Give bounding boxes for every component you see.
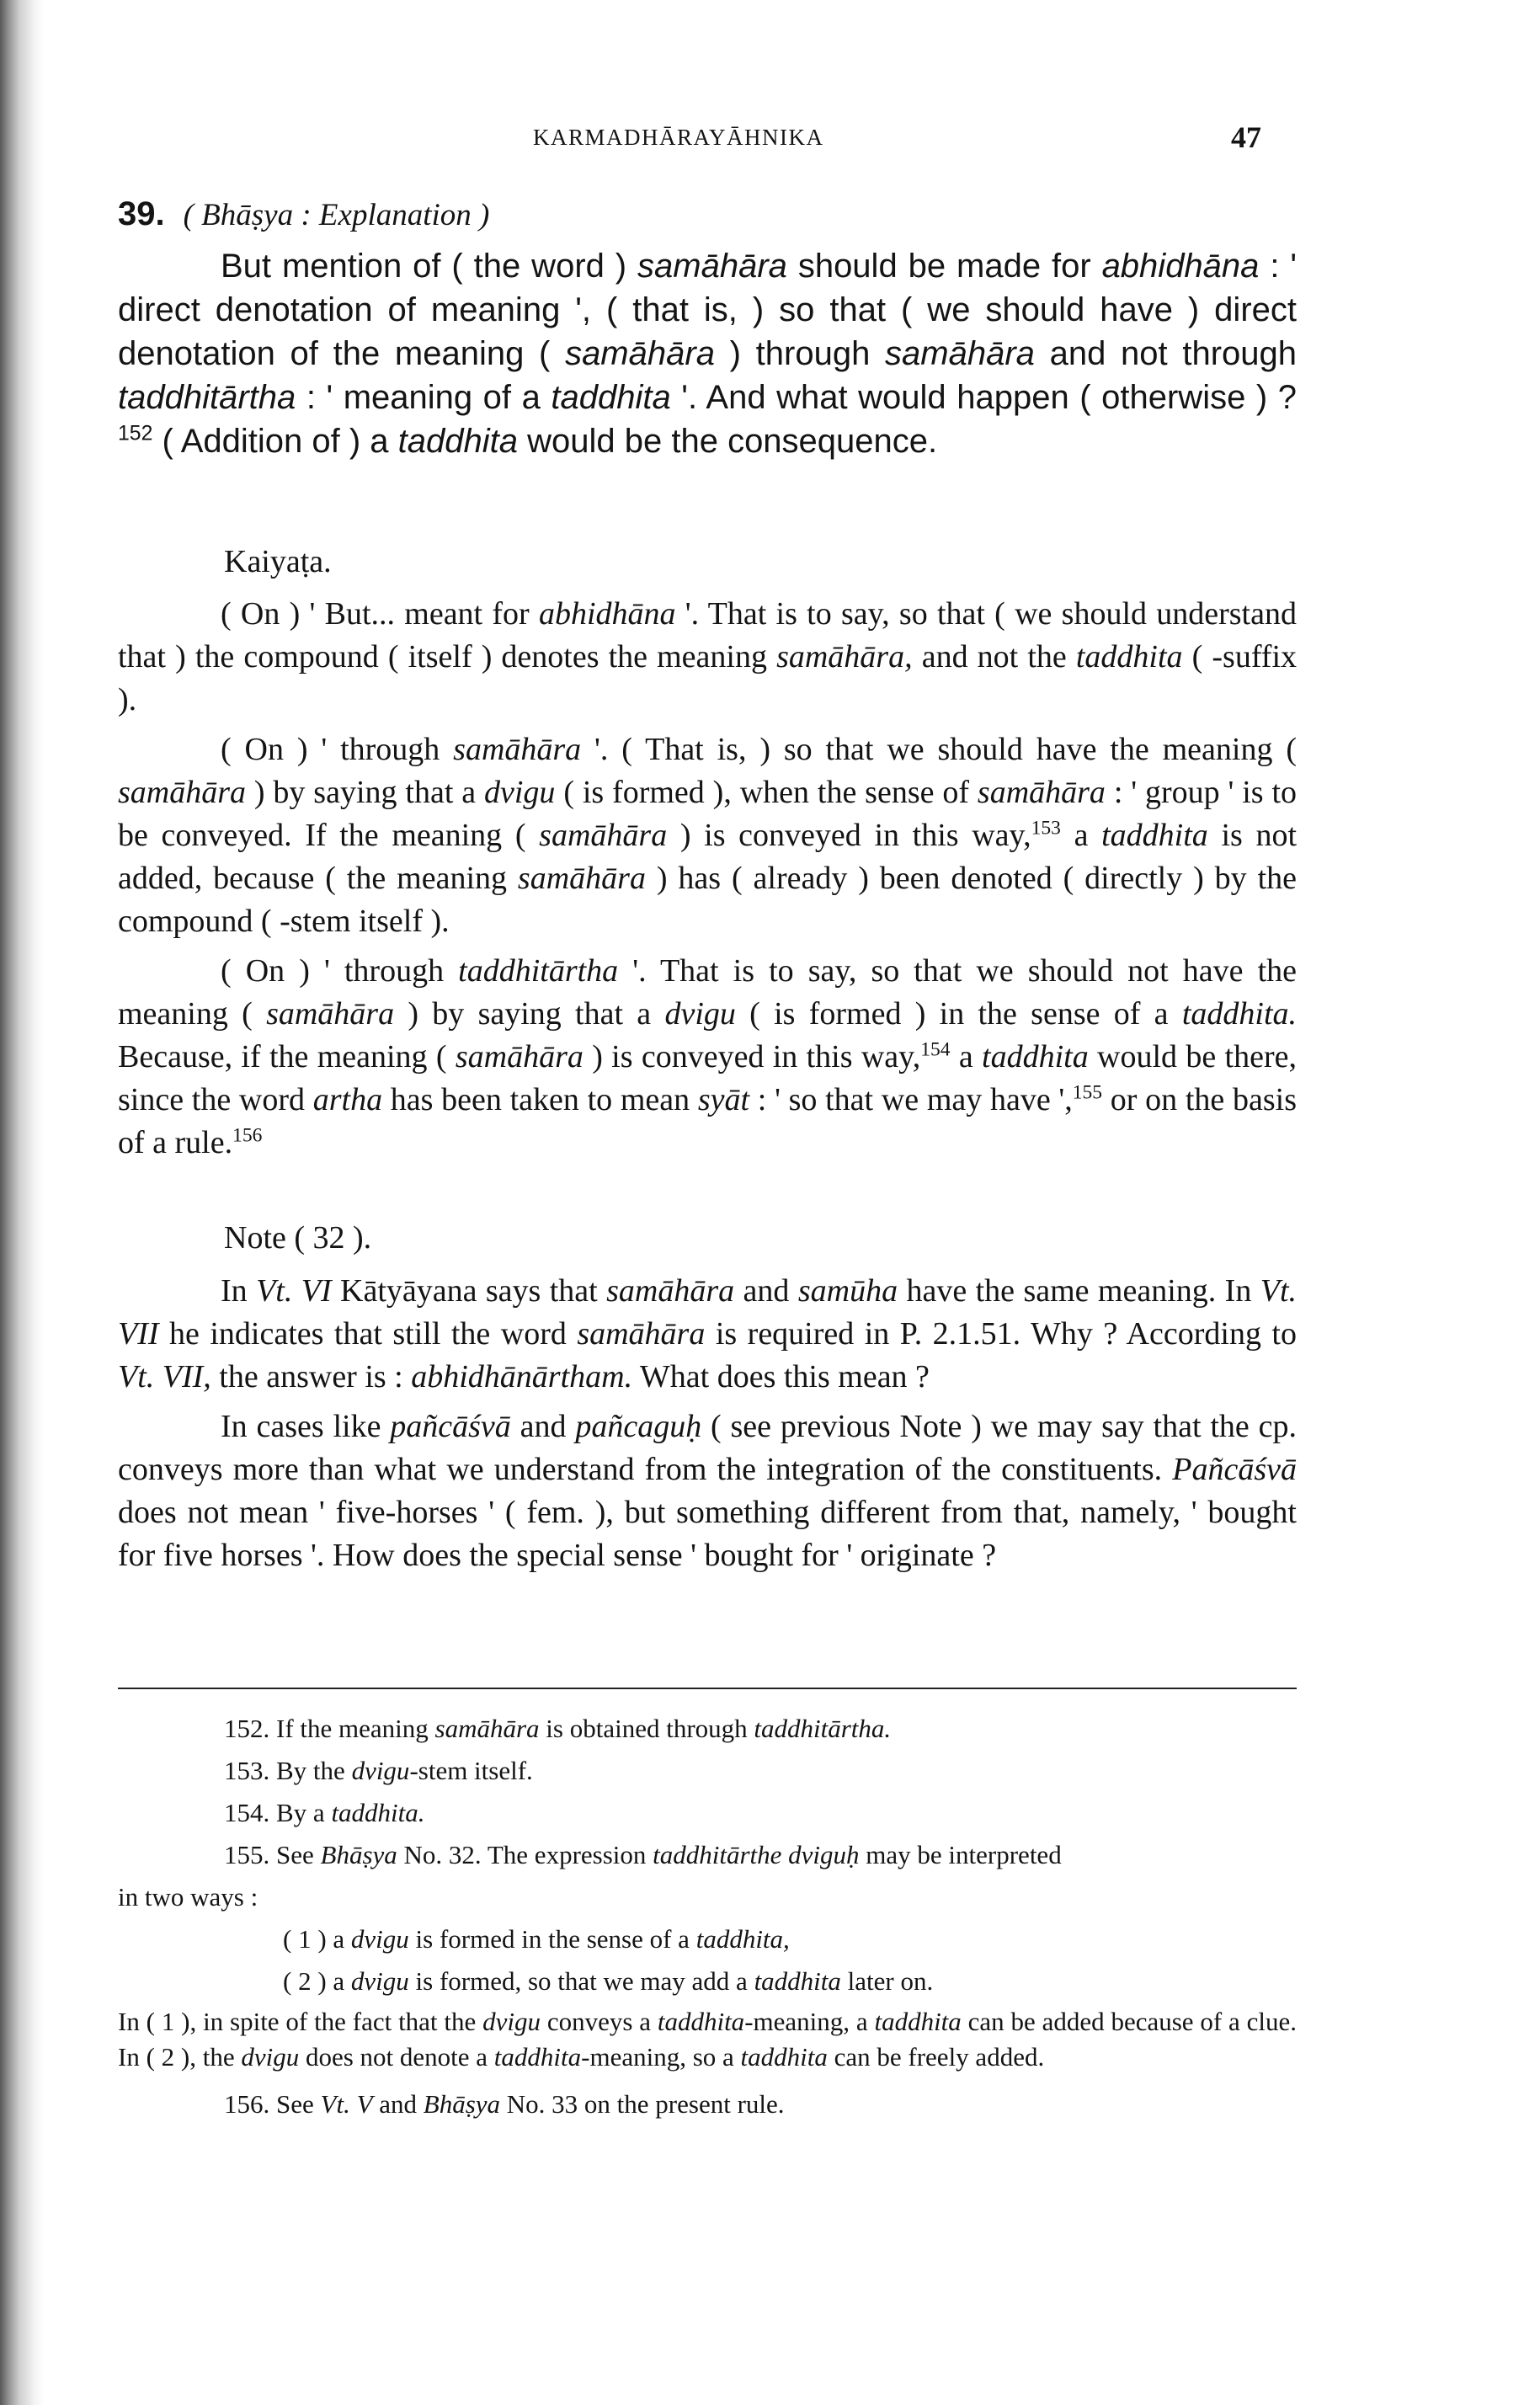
scan-shadow (0, 0, 44, 2405)
running-header (118, 120, 1305, 167)
kaiyata-heading: Kaiyaṭa. (224, 544, 332, 579)
footnote-155-continuation: in two ways : (118, 1882, 258, 1912)
note-heading: Note ( 32 ). (224, 1220, 372, 1256)
footnote-155-item-1: ( 1 ) a dvigu is formed in the sense of a taddhita, (283, 1924, 790, 1954)
kaiyata-commentary (118, 593, 1297, 1171)
footnote-152: 152. If the meaning samāhāra is obtained through taddhitārtha. (224, 1714, 892, 1743)
running-title: KARMADHĀRAYĀHNIKA (533, 125, 824, 150)
footnote-156: 156. See Vt. V and Bhāṣya No. 33 on the present rule. (224, 2089, 785, 2119)
kaiyata-paragraph-2: ( On ) ' through samāhāra '. ( That is, ) so that we should have the meaning ( samāhāra ) by saying that a dvigu ( is formed ), when the sense of samāhāra : ' group ' is to be conveyed. If the meaning ( samāhāra ) is conveyed in this way,$^{153}$ a taddhita is not added, because ( the meaning samāhāra ) has ( already ) been denoted ( directly ) by the compound ( -stem itself ). (118, 732, 1298, 939)
footnote-divider (118, 1688, 1297, 1689)
section-label: ( Bhāṣya : Explanation ) (183, 198, 490, 232)
footnote-155: 155. See Bhāṣya No. 32. The expression taddhitārthe dviguḥ may be interpreted (224, 1840, 1062, 1869)
section-number: 39. (118, 195, 165, 232)
page-number: 47 (1231, 120, 1261, 154)
footnote-ref-152[interactable]: 152 (118, 422, 153, 445)
kaiyata-paragraph-1: ( On ) ' But... meant for abhidhāna '. That is to say, so that ( we should understand that ) the compound ( itself ) denotes the meaning samāhāra, and not the taddhita ( -suffix ). (118, 596, 1297, 717)
note-text (118, 1270, 1297, 1584)
footnote-ref-153[interactable]: 153 (1031, 817, 1061, 840)
note-paragraph-1: In Vt. VI Kātyāyana says that samāhāra and samūha have the same meaning. In Vt. VII he indicates that still the word samāhāra is required in P. 2.1.51. Why ? According to Vt. VII, the answer is : abhidhānārtham. What does this mean ? (118, 1273, 1298, 1394)
footnote-ref-156[interactable]: 156 (232, 1124, 263, 1147)
bhasya-translation (118, 244, 1297, 463)
bhasya-paragraph: But mention of ( the word ) samāhāra should be made for abhidhāna : ' direct denotation of meaning ', ( that is, ) so that ( we should have ) direct denotation of the meaning ( samāhāra ) through samāhāra and not through taddhitārtha : ' meaning of a taddhita '. And what would happen ( otherwise ) ? $^{152}$ ( Addition of ) a taddhita would be the consequence. (118, 248, 1298, 460)
footnote-ref-155[interactable]: 155 (1072, 1081, 1103, 1104)
footnote-155-item-2: ( 2 ) a dvigu is formed, so that we may add a taddhita later on. (283, 1966, 934, 1996)
kaiyata-paragraph-3: ( On ) ' through taddhitārtha '. That is to say, so that we should not have the meaning ( samāhāra ) by saying that a dvigu ( is formed ) in the sense of a taddhita. Because, if the meaning ( samāhāra ) is conveyed in this way,$^{154}$ a taddhita would be there, since the word artha has been taken to mean syāt : ' so that we may have ',$^{155}$ or on the basis of a rule.$^{156}$ (118, 953, 1298, 1160)
footnote-154: 154. By a taddhita. (224, 1798, 425, 1827)
section-heading (118, 195, 489, 233)
footnote-ref-154[interactable]: 154 (920, 1038, 951, 1061)
footnote-153: 153. By the dvigu-stem itself. (224, 1756, 533, 1785)
footnote-155-explanation: In ( 1 ), in spite of the fact that the dvigu conveys a taddhita-meaning, a taddhita can be added because of a clue. In ( 2 ), the dvigu does not denote a taddhita-meaning, so a taddhita can be freely added. (118, 2007, 1298, 2072)
footnotes (118, 1708, 1297, 2125)
note-paragraph-2: In cases like pañcāśvā and pañcaguḥ ( see previous Note ) we may say that the cp. conveys more than what we understand from the integration of the constituents. Pañcāśvā does not mean ' five-horses ' ( fem. ), but something different from that, namely, ' bought for five horses '. How does the special sense ' bought for ' originate ? (118, 1409, 1297, 1573)
